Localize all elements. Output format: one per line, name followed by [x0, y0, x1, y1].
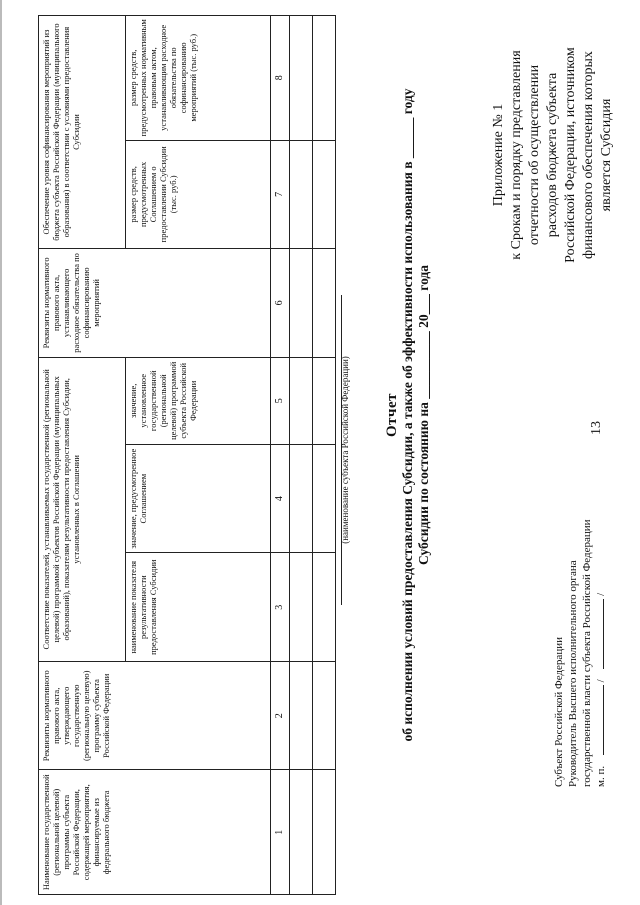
- table-cell[interactable]: [290, 444, 313, 553]
- table-row: [290, 16, 313, 895]
- table-cell[interactable]: [290, 357, 313, 444]
- table-row: [313, 16, 336, 895]
- table-cell[interactable]: [313, 140, 336, 249]
- table-cell[interactable]: [313, 249, 336, 358]
- table-cell[interactable]: [313, 357, 336, 444]
- title-main: Отчет: [384, 392, 400, 438]
- col5-header: значение, установленное государственной (региональной целевой) программой субъекта Российской Федерации: [126, 357, 271, 444]
- signature-authority: государственной власти субъекта Российской Федерации: [581, 519, 593, 787]
- table-cell[interactable]: [290, 661, 313, 770]
- table-cell[interactable]: [290, 553, 313, 662]
- column-number: 8: [271, 16, 290, 141]
- report-table: [38, 15, 336, 895]
- col8-header: размер средств, предусмотренных нормативным правовым актом, устанавливающим расходное обязательства по софинансированию мероприятий (тыс. руб.): [126, 16, 271, 141]
- col6-header: Реквизиты нормативного правового акта, устанавливающего расходное обязательства по софинансированию мероприятий: [39, 249, 271, 358]
- appendix-line: к Срокам и порядку представления: [509, 50, 524, 260]
- col4-header: значение, предусмотренное Соглашением: [126, 444, 271, 553]
- column-number: 5: [271, 357, 290, 444]
- column-number: 6: [271, 249, 290, 358]
- table-cell[interactable]: [290, 249, 313, 358]
- name-field[interactable]: [603, 599, 604, 669]
- appendix-line: расходов бюджета субъекта: [545, 72, 560, 238]
- page-number: 13: [589, 421, 604, 435]
- table-cell[interactable]: [290, 140, 313, 249]
- table-cell[interactable]: [313, 16, 336, 141]
- appendix-line: Приложение № 1: [491, 103, 506, 207]
- appendix-line: Российской Федерации, источником: [563, 47, 578, 263]
- col78-header: Обеспечение уровня софинансирования мероприятий из бюджета субъекта Российской Федерации (муниципального образования) в соответствии с условиями предоставления Субсидии: [39, 16, 126, 249]
- report-title: [384, 85, 432, 745]
- scan-edge: [0, 0, 2, 905]
- title-date-line: Субсидии по состоянию на __________ 20___ года: [416, 264, 431, 566]
- signature-head: Руководитель Высшего исполнительного органа: [567, 560, 579, 787]
- signature-field[interactable]: [603, 685, 604, 755]
- appendix-line: является Субсидия: [599, 98, 614, 212]
- subject-caption: (наименование субъекта Российской Федерации): [340, 356, 350, 544]
- column-number: 4: [271, 444, 290, 553]
- appendix-line: финансового обеспечения которых: [581, 51, 596, 259]
- col1-header: Наименование государственной (региональной целевой) программы субъекта Российской Федерации, содержащей мероприятия, финансируемые из федерального бюджета: [39, 770, 271, 895]
- appendix-note: [490, 15, 616, 295]
- appendix-line: отчетности об осуществлении: [527, 64, 542, 246]
- table-cell[interactable]: [313, 770, 336, 895]
- col7-header: размер средств, предусмотренных Соглашением о предоставлении Субсидии (тыс. руб.): [126, 140, 271, 249]
- signature-subject: Субъект Российской Федерации: [553, 637, 565, 787]
- signature-seal-line: м. п. / /: [595, 592, 607, 787]
- col345-header: Соответствие показателей, устанавливаемых государственной (региональной целевой) программой субъектов Российской Федерации (муниципальных образований), показателям результативности предоставления Субсидии, установленных в Соглашении: [39, 357, 126, 661]
- signature-block: [552, 307, 608, 787]
- column-number: 7: [271, 140, 290, 249]
- col3-header: наименование показателя результативности предоставления Субсидии: [126, 553, 271, 662]
- table-header-row: [39, 16, 126, 895]
- table-cell[interactable]: [290, 16, 313, 141]
- seal-label: м. п.: [595, 765, 607, 787]
- table-cell[interactable]: [290, 770, 313, 895]
- column-numbers-row: [271, 16, 290, 895]
- column-number: 1: [271, 770, 290, 895]
- column-number: 2: [271, 661, 290, 770]
- table-cell[interactable]: [313, 553, 336, 662]
- column-number: 3: [271, 553, 290, 662]
- title-subtitle: об исполнении условий предоставления Субсидии, а также об эффективности использования в ______ году: [400, 88, 415, 742]
- col2-header: Реквизиты нормативного правового акта, утверждающего государственную (региональную целевую) программу субъекта Российской Федерации: [39, 661, 271, 770]
- table-cell[interactable]: [313, 444, 336, 553]
- table-cell[interactable]: [313, 661, 336, 770]
